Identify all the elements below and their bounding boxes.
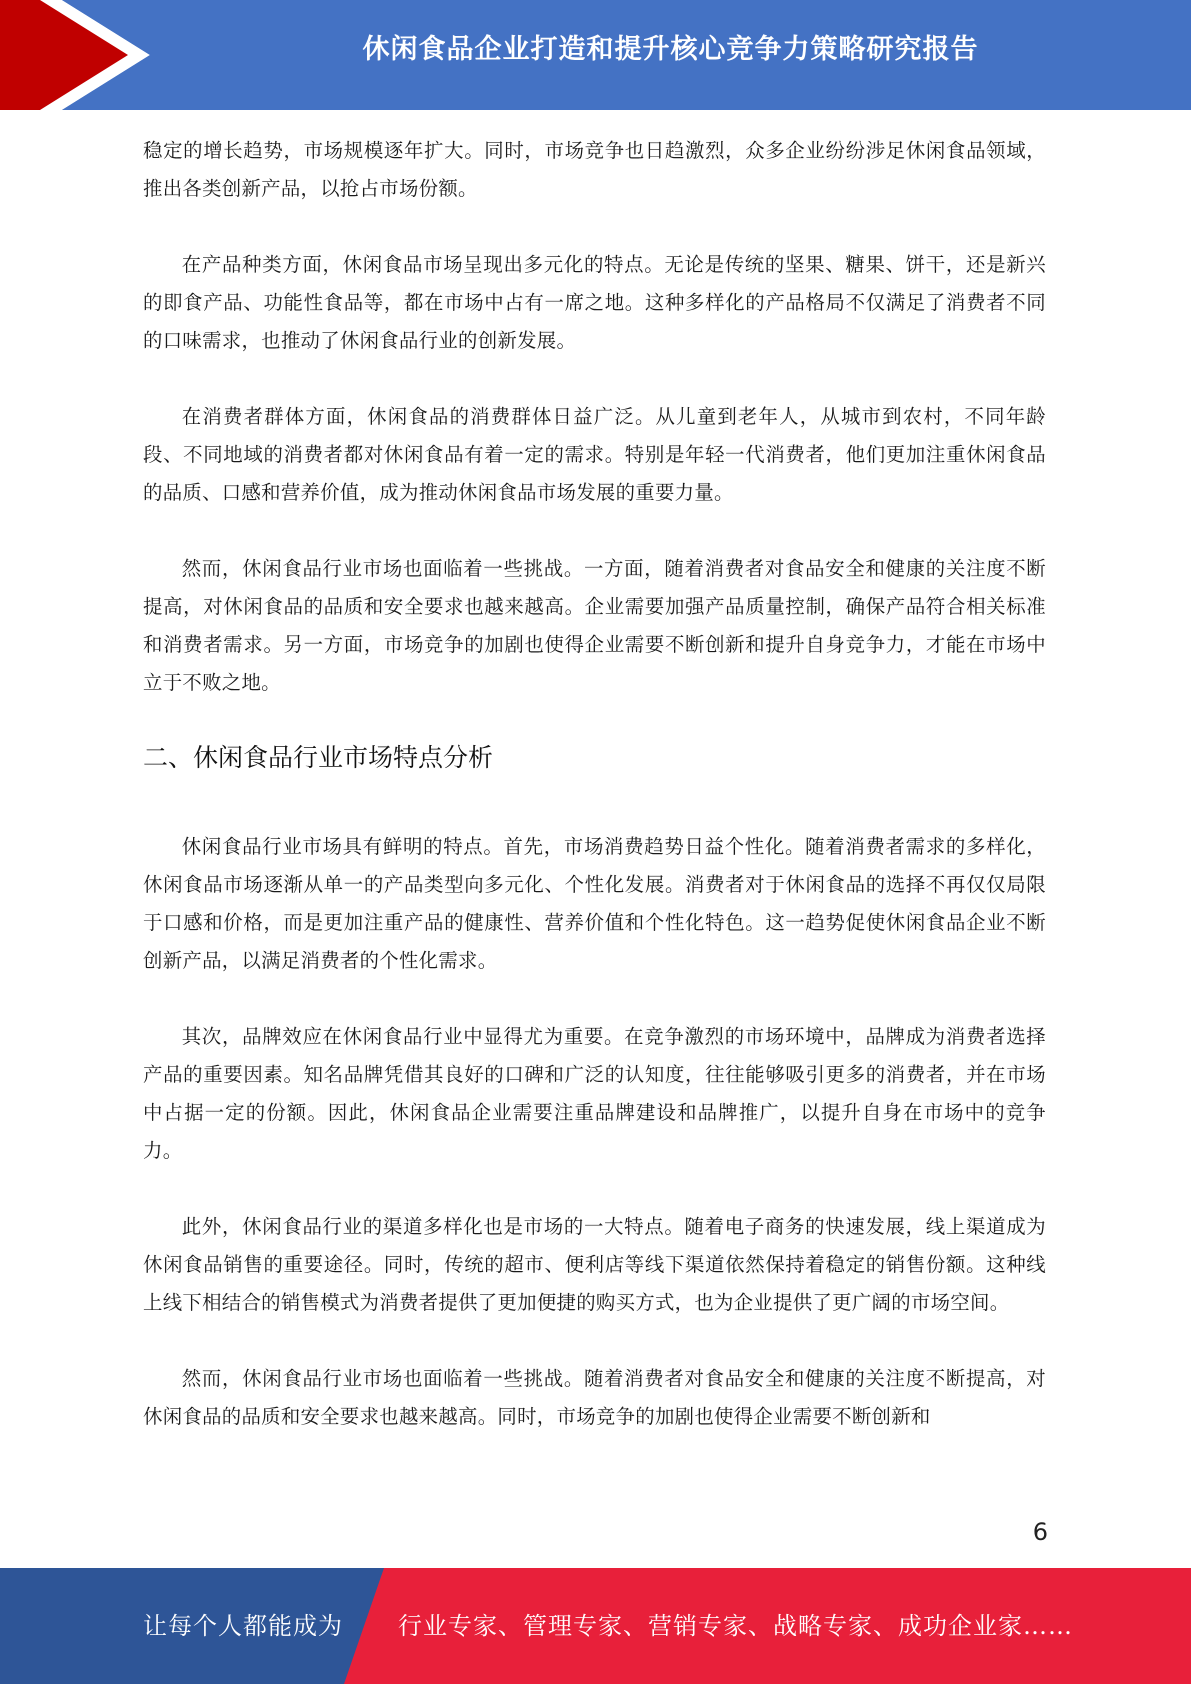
section-heading: 二、休闲食品行业市场特点分析 [143,743,494,772]
paragraph-channels: 此外，休闲食品行业的渠道多样化也是市场的一大特点。随着电子商务的快速发展，线上渠道成为休闲食品销售的重要途径。同时，传统的超市、便利店等线下渠道依然保持着稳定的销售份额。这种线上线下相结合的销售模式为消费者提供了更加便捷的购买方式，也为企业提供了更广阔的市场空间。 [143,1215,1046,1314]
paragraph-consumer-groups: 在消费者群体方面，休闲食品的消费群体日益广泛。从儿童到老年人，从城市到农村，不同年龄段、不同地域的消费者都对休闲食品有着一定的需求。特别是年轻一代消费者，他们更加注重休闲食品的品质、口感和营养价值，成为推动休闲食品市场发展的重要力量。 [143,405,1046,504]
page-content [143,132,1046,1474]
footer-slogan-right: 行业专家、管理专家、营销专家、战略专家、成功企业家…… [398,1612,1073,1640]
paragraph-personalization: 休闲食品行业市场具有鲜明的特点。首先，市场消费趋势日益个性化。随着消费者需求的多样化，休闲食品市场逐渐从单一的产品类型向多元化、个性化发展。消费者对于休闲食品的选择不再仅仅局限于口感和价格，而是更加注重产品的健康性、营养价值和个性化特色。这一趋势促使休闲食品企业不断创新产品，以满足消费者的个性化需求。 [143,835,1046,972]
paragraph-challenges: 然而，休闲食品行业市场也面临着一些挑战。一方面，随着消费者对食品安全和健康的关注度不断提高，对休闲食品的品质和安全要求也越来越高。企业需要加强产品质量控制，确保产品符合相关标准和消费者需求。另一方面，市场竞争的加剧也使得企业需要不断创新和提升自身竞争力，才能在市场中立于不败之地。 [143,557,1046,694]
document-title: 休闲食品企业打造和提升核心竞争力策略研究报告 [362,34,979,65]
page-footer [0,1568,1191,1684]
paragraph-challenges-2: 然而，休闲食品行业市场也面临着一些挑战。随着消费者对食品安全和健康的关注度不断提高，对休闲食品的品质和安全要求也越来越高。同时，市场竞争的加剧也使得企业需要不断创新和 [143,1367,1046,1428]
paragraph-product-types: 在产品种类方面，休闲食品市场呈现出多元化的特点。无论是传统的坚果、糖果、饼干，还是新兴的即食产品、功能性食品等，都在市场中占有一席之地。这种多样化的产品格局不仅满足了消费者不同的口味需求，也推动了休闲食品行业的创新发展。 [143,253,1046,352]
footer-slogan-left: 让每个人都能成为 [143,1612,343,1640]
page-number: 6 [1032,1518,1048,1546]
paragraph-brand-effect: 其次，品牌效应在休闲食品行业中显得尤为重要。在竞争激烈的市场环境中，品牌成为消费者选择产品的重要因素。知名品牌凭借其良好的口碑和广泛的认知度，往往能够吸引更多的消费者，并在市场中占据一定的份额。因此，休闲食品企业需要注重品牌建设和品牌推广，以提升自身在市场中的竞争力。 [143,1025,1046,1162]
page-header [0,0,1191,110]
paragraph-continuation: 稳定的增长趋势，市场规模逐年扩大。同时，市场竞争也日趋激烈，众多企业纷纷涉足休闲食品领域，推出各类创新产品，以抢占市场份额。 [143,139,1046,200]
